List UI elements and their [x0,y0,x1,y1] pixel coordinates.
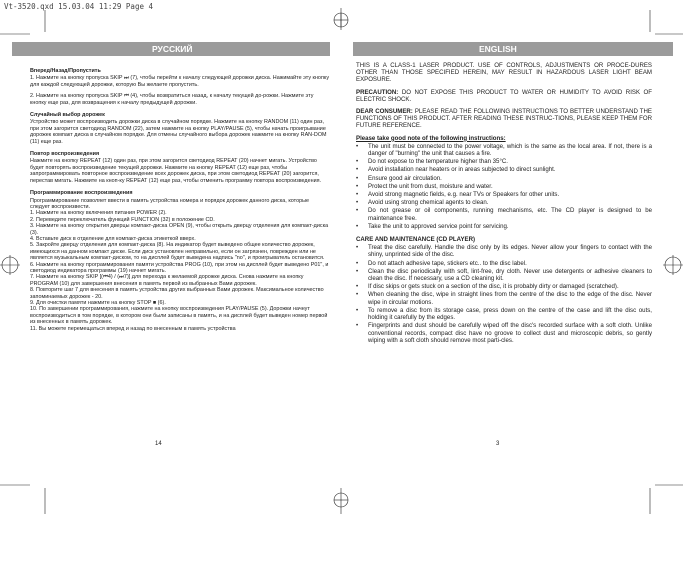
ru-program-line: 9. Для очистки памяти нажмите на кнопку STOP ■ (6). [30,300,166,306]
ru-program-line: 7. Нажмите на кнопку SKIP [(⏮4) / (⏭7)] для перехода к желаемой дорожке диска. Снова нажмите на кнопку PROGRAM (10) для завершения внесения в память первой из выбранных Вами дорожек. [30,274,304,287]
list-item: • Take the unit to approved service point for servicing. [356,223,652,230]
list-item: • If disc skips or gets stuck on a section of the disc, it is probably dirty or damaged (scratched). [356,283,652,290]
list-item: • Do not attach adhesive tape, stickers etc.. to the disc label. [356,260,652,267]
en-notes-heading: Please take good note of the following instructions: [356,134,506,142]
en-laser-warning: THIS IS A CLASS-1 LASER PRODUCT. USE OF CONTROLS, ADJUSTMENTS OR PROCE-DURES OTHER THAN THOSE SPECIFIED HEREIN, MAY RESULT IN HAZARDOUS LASER LIGHT BEAM EXPOSURE. [356,62,652,84]
english-header-bar: ENGLISH [353,42,673,56]
list-item: • Protect the unit from dust, moisture and water. [356,183,652,190]
english-column [356,62,652,350]
ru-repeat-heading: Повтор воспроизведения [30,151,100,158]
ru-random-para: Устройство может воспроизводить дорожки диска в случайном порядке. Нажмите на кнопку RANDOM (11) один раз, при этом загорится светодиод RANDOM (22), затем нажмите на кнопку PLAY/PAUSE (5), чтобы начать проигрывание дорожек компакт диска в случайном порядке. Для отмены случайного выбора дорожек нажмите на кнопку RAN-DOM (11) еще раз. [30,119,327,145]
ru-program-line: 8. Повторите шаг 7 для внесения в память устройства других выбранных Вами дорожек. Максимальное количество запоминаемых дорожек - 20. [30,287,324,300]
ru-program-line: 5. Закройте дверцу отделения для компакт-диска (8). На индикатор будет выведено общее количество дорожек, имеющихся на данном компакт диске. Если диск установлен неправильно, если он загрязнен, поврежден или не является музыкальным компакт-диском, то на дисплей будет выведена надпись "no", и проигрыватель остановится. [30,242,325,262]
ru-page-number: 14 [155,441,162,447]
ru-program-line: 11. Вы можете перемещаться вперед и назад по внесенным в память устройства [30,325,236,332]
list-item: • Avoid using strong chemical agents to clean. [356,199,652,206]
list-item: • Do not expose to the temperature higher than 35°C. [356,158,652,165]
list-item: • Treat the disc carefully. Handle the disc only by its edges. Never allow your fingers to contact with the shiny, unprinted side of the disc. [356,244,652,258]
list-item: • Avoid strong magnetic fields, e.g. near TVs or Speakers for other units. [356,191,652,198]
ru-program-line: 2. Переведите переключатель функций FUNCTION (32) в положение CD. [30,216,215,223]
en-care-list [356,244,652,344]
russian-header-bar: РУССКИЙ [12,42,330,56]
ru-program-line: 1. Нажмите на кнопку включения питания POWER (2). [30,210,167,217]
en-precaution-label: PRECAUTION: [356,88,399,96]
ru-program-heading: Программирование воспроизведения [30,190,133,197]
list-item: • Fingerprints and dust should be carefully wiped off the disc's recorded surface with a soft cloth. Unlike conventional records, compact disc have no groove to collect dust and microscopic debris, so gently wiping with a soft cloth should remove most parti-cles. [356,322,652,344]
ru-program-line: 3. Нажмите на кнопку открытия дверцы компакт-диска OPEN (9), чтобы открыть дверцу отделения для компакт-диска (3). [30,223,329,236]
en-precaution-text: DO NOT EXPOSE THIS PRODUCT TO WATER OR HUMIDITY TO AVOID RISK OF ELECTRIC SHOCK. [356,88,652,103]
ru-program-line: Программирование позволяет ввести в память устройства номера и порядок дорожек данного диска, которые следует воспроизвести. [30,197,310,210]
list-item: • Clean the disc periodically with soft, lint-free, dry cloth. Never use detergents or adhesive cleaners to clean the disc. If necessary, use a CD cleaning kit. [356,268,652,282]
en-consumer-text: PLEASE READ THE FOLLOWING INSTRUCTIONS TO BETTER UNDERSTAND THE FUNCTIONS OF THIS PRODUCT. AFTER READING THESE INSTRUC-TIONS, PLEASE KEEP THEM FOR FUTURE REFERENCE. [356,108,652,130]
russian-column [30,62,330,332]
ru-program-line: 4. Вставьте диск в отделение для компакт-диска этикеткой вверх. [30,235,196,242]
en-dear-consumer [356,108,652,130]
en-precaution [356,89,652,103]
ru-repeat-para: Нажмите на кнопку REPEAT (12) один раз, при этом загорится светодиод REPEAT (20) начнет мигать. Устройство будет повторять воспроизведение текущей дорожки. Нажмите на кнопку REPEAT (12) еще раз, чтобы запрограммировать повторное воспроизведение всех дорожек диска, при этом светодиод REPEAT (20) загорится, перестав мигать. Нажмите на кноп-ку REPEAT (12) еще раз, чтобы отменить программу повтора воспроизведения. [30,158,322,184]
ru-skip-heading: Вперед/Назад/Пропустить [30,68,101,74]
list-item: • Ensure good air circulation. [356,175,652,182]
en-care-heading: CARE AND MAINTENANCE (CD PLAYER) [356,236,476,244]
list-item: • When cleaning the disc, wipe in straight lines from the centre of the disc to the edge of the disc. Never wipe in circular motions. [356,291,652,305]
list-item: • The unit must be connected to the power voltage, which is the same as the local area. If not, there is a danger of "burning" the unit that causes a fire. [356,143,652,157]
ru-skip-para-2: 2. Нажмите на кнопку пропуска SKIP ⏮ (4), чтобы возвратиться назад, к началу текущей до-рожки. Нажмите эту кнопку еще раз, для возвращения к началу предыдущей дорожки. [30,93,314,106]
list-item: • Do not grease or oil components, running mechanisms, etc. The CD player is designed to be maintenance free. [356,207,652,221]
ru-random-heading: Случайный выбор дорожек [30,112,105,119]
en-consumer-label: DEAR CONSUMER: [356,108,413,116]
en-notes-list [356,143,652,230]
list-item: • Avoid installation near heaters or in areas subjected to direct sunlight. [356,166,652,173]
ru-program-line: 10. По завершении программирования, нажмите на кнопку воспроизведения PLAY/PAUSE (5). Дорожки начнут воспроизводиться в том порядке, в котором они были записаны в память, и на дисплей будет выведен номер первой из внесенных в память дорожек. [30,306,328,326]
en-page-number: 3 [496,441,500,447]
list-item: • To remove a disc from its storage case, press down on the centre of the case and lift the disc outs, holding it carefully by the edges. [356,307,652,321]
file-stamp: Vt-3520.qxd 15.03.04 11:29 Page 4 [4,2,154,11]
ru-skip-para-1: 1. Нажмите на кнопку пропуска SKIP ⏭ (7), чтобы перейти к началу следующей дорожки диска. Нажимайте эту кнопку для каждой следующей дорожки, которую Вы желаете пропустить. [30,75,330,88]
ru-program-line: 6. Нажмите на кнопку программирования памяти устройства PROG (10), при этом на дисплей будет выведено P01", и светодиод индикатора программы (19) начнет мигать. [30,261,329,274]
